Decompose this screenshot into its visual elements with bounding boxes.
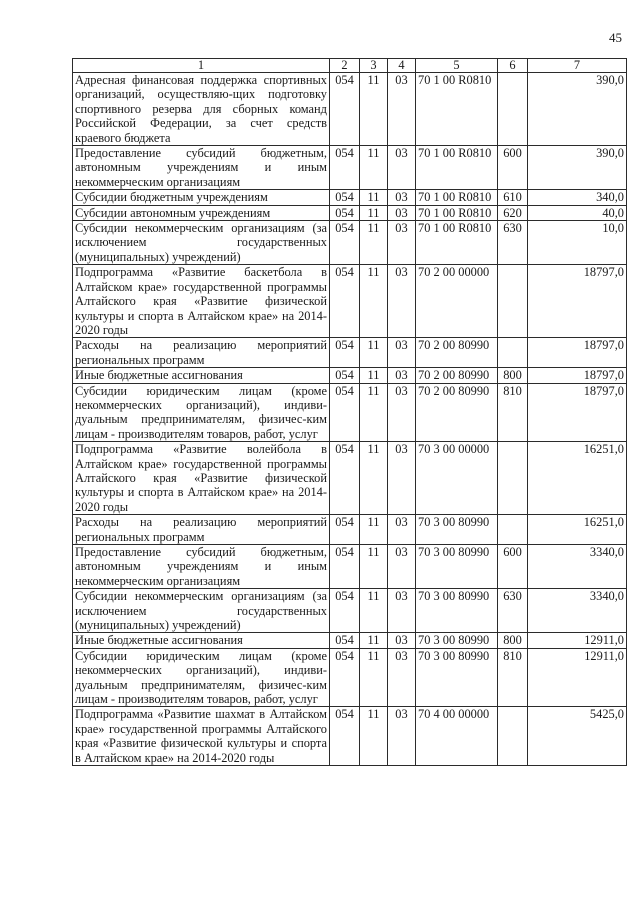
ministry-code-cell: 054 bbox=[330, 383, 360, 442]
table-row bbox=[73, 221, 627, 265]
ministry-code-cell: 054 bbox=[330, 648, 360, 707]
amount-cell: 18797,0 bbox=[528, 383, 627, 442]
subsection-code-cell: 03 bbox=[388, 338, 416, 368]
table-body bbox=[73, 59, 627, 766]
table-row bbox=[73, 707, 627, 766]
header-cell: 2 bbox=[330, 59, 360, 73]
amount-cell: 12911,0 bbox=[528, 633, 627, 648]
target-article-cell: 70 3 00 80990 bbox=[416, 545, 498, 589]
expense-type-cell bbox=[498, 707, 528, 766]
subsection-code-cell: 03 bbox=[388, 73, 416, 146]
row-name-cell: Иные бюджетные ассигнования bbox=[73, 368, 330, 383]
expense-type-cell bbox=[498, 265, 528, 338]
amount-cell: 340,0 bbox=[528, 190, 627, 205]
row-name-cell: Субсидии юридическим лицам (кроме некоммерческих организаций), индиви-дуальным предпринимателям, физичес-ким лицам - производителям товаров, работ, услуг bbox=[73, 383, 330, 442]
table-row bbox=[73, 442, 627, 515]
table-row bbox=[73, 265, 627, 338]
expense-type-cell: 630 bbox=[498, 221, 528, 265]
table-row bbox=[73, 648, 627, 707]
section-code-cell: 11 bbox=[360, 707, 388, 766]
amount-cell: 3340,0 bbox=[528, 589, 627, 633]
section-code-cell: 11 bbox=[360, 633, 388, 648]
row-name-cell: Расходы на реализацию мероприятий региональных программ bbox=[73, 515, 330, 545]
amount-cell: 390,0 bbox=[528, 146, 627, 190]
amount-cell: 40,0 bbox=[528, 205, 627, 220]
header-cell: 1 bbox=[73, 59, 330, 73]
target-article-cell: 70 1 00 R0810 bbox=[416, 146, 498, 190]
row-name-cell: Подпрограмма «Развитие волейбола в Алтайском крае» государственной программы Алтайского края «Развитие физической культуры и спорта в Алтайском крае» на 2014-2020 годы bbox=[73, 442, 330, 515]
header-row bbox=[73, 59, 627, 73]
table-row bbox=[73, 633, 627, 648]
budget-table bbox=[72, 58, 627, 766]
amount-cell: 18797,0 bbox=[528, 368, 627, 383]
subsection-code-cell: 03 bbox=[388, 442, 416, 515]
table-row bbox=[73, 73, 627, 146]
row-name-cell: Предоставление субсидий бюджетным, автономным учреждениям и иным некоммерческим организациям bbox=[73, 545, 330, 589]
expense-type-cell: 810 bbox=[498, 383, 528, 442]
amount-cell: 18797,0 bbox=[528, 265, 627, 338]
target-article-cell: 70 3 00 80990 bbox=[416, 648, 498, 707]
row-name-cell: Субсидии автономным учреждениям bbox=[73, 205, 330, 220]
table-row bbox=[73, 515, 627, 545]
subsection-code-cell: 03 bbox=[388, 589, 416, 633]
ministry-code-cell: 054 bbox=[330, 338, 360, 368]
section-code-cell: 11 bbox=[360, 205, 388, 220]
target-article-cell: 70 1 00 R0810 bbox=[416, 73, 498, 146]
section-code-cell: 11 bbox=[360, 190, 388, 205]
table-row bbox=[73, 545, 627, 589]
target-article-cell: 70 3 00 80990 bbox=[416, 633, 498, 648]
header-cell: 5 bbox=[416, 59, 498, 73]
row-name-cell: Адресная финансовая поддержка спортивных организаций, осуществляю-щих подготовку спортивного резерва для сборных команд Российской Федерации, за счет средств краевого бюджета bbox=[73, 73, 330, 146]
expense-type-cell: 600 bbox=[498, 545, 528, 589]
section-code-cell: 11 bbox=[360, 221, 388, 265]
expense-type-cell: 620 bbox=[498, 205, 528, 220]
row-name-cell: Субсидии бюджетным учреждениям bbox=[73, 190, 330, 205]
header-cell: 3 bbox=[360, 59, 388, 73]
expense-type-cell: 800 bbox=[498, 633, 528, 648]
amount-cell: 390,0 bbox=[528, 73, 627, 146]
expense-type-cell: 800 bbox=[498, 368, 528, 383]
ministry-code-cell: 054 bbox=[330, 265, 360, 338]
target-article-cell: 70 2 00 00000 bbox=[416, 265, 498, 338]
target-article-cell: 70 2 00 80990 bbox=[416, 338, 498, 368]
subsection-code-cell: 03 bbox=[388, 146, 416, 190]
subsection-code-cell: 03 bbox=[388, 221, 416, 265]
row-name-cell: Подпрограмма «Развитие баскетбола в Алтайском крае» государственной программы Алтайского края «Развитие физической культуры и спорта в Алтайском крае» на 2014-2020 годы bbox=[73, 265, 330, 338]
ministry-code-cell: 054 bbox=[330, 205, 360, 220]
header-cell: 7 bbox=[528, 59, 627, 73]
table-row bbox=[73, 146, 627, 190]
subsection-code-cell: 03 bbox=[388, 545, 416, 589]
expense-type-cell: 630 bbox=[498, 589, 528, 633]
ministry-code-cell: 054 bbox=[330, 633, 360, 648]
subsection-code-cell: 03 bbox=[388, 368, 416, 383]
target-article-cell: 70 4 00 00000 bbox=[416, 707, 498, 766]
row-name-cell: Субсидии некоммерческим организациям (за исключением государственных (муниципальных) учреждений) bbox=[73, 589, 330, 633]
section-code-cell: 11 bbox=[360, 648, 388, 707]
amount-cell: 3340,0 bbox=[528, 545, 627, 589]
amount-cell: 18797,0 bbox=[528, 338, 627, 368]
section-code-cell: 11 bbox=[360, 146, 388, 190]
row-name-cell: Подпрограмма «Развитие шахмат в Алтайском крае» государственной программы Алтайского края «Развитие физической культуры и спорта в Алтайском крае» на 2014-2020 годы bbox=[73, 707, 330, 766]
ministry-code-cell: 054 bbox=[330, 190, 360, 205]
target-article-cell: 70 1 00 R0810 bbox=[416, 221, 498, 265]
target-article-cell: 70 1 00 R0810 bbox=[416, 205, 498, 220]
expense-type-cell bbox=[498, 73, 528, 146]
section-code-cell: 11 bbox=[360, 442, 388, 515]
section-code-cell: 11 bbox=[360, 545, 388, 589]
table-row bbox=[73, 368, 627, 383]
ministry-code-cell: 054 bbox=[330, 707, 360, 766]
subsection-code-cell: 03 bbox=[388, 648, 416, 707]
expense-type-cell bbox=[498, 338, 528, 368]
row-name-cell: Расходы на реализацию мероприятий региональных программ bbox=[73, 338, 330, 368]
section-code-cell: 11 bbox=[360, 589, 388, 633]
subsection-code-cell: 03 bbox=[388, 383, 416, 442]
ministry-code-cell: 054 bbox=[330, 221, 360, 265]
row-name-cell: Иные бюджетные ассигнования bbox=[73, 633, 330, 648]
section-code-cell: 11 bbox=[360, 338, 388, 368]
target-article-cell: 70 3 00 00000 bbox=[416, 442, 498, 515]
expense-type-cell: 810 bbox=[498, 648, 528, 707]
header-cell: 4 bbox=[388, 59, 416, 73]
ministry-code-cell: 054 bbox=[330, 368, 360, 383]
row-name-cell: Предоставление субсидий бюджетным, автономным учреждениям и иным некоммерческим организациям bbox=[73, 146, 330, 190]
subsection-code-cell: 03 bbox=[388, 190, 416, 205]
target-article-cell: 70 2 00 80990 bbox=[416, 368, 498, 383]
table-row bbox=[73, 589, 627, 633]
ministry-code-cell: 054 bbox=[330, 515, 360, 545]
table-row bbox=[73, 190, 627, 205]
target-article-cell: 70 3 00 80990 bbox=[416, 589, 498, 633]
table-row bbox=[73, 205, 627, 220]
expense-type-cell bbox=[498, 515, 528, 545]
section-code-cell: 11 bbox=[360, 515, 388, 545]
subsection-code-cell: 03 bbox=[388, 265, 416, 338]
ministry-code-cell: 054 bbox=[330, 442, 360, 515]
ministry-code-cell: 054 bbox=[330, 146, 360, 190]
subsection-code-cell: 03 bbox=[388, 707, 416, 766]
header-cell: 6 bbox=[498, 59, 528, 73]
subsection-code-cell: 03 bbox=[388, 205, 416, 220]
table-row bbox=[73, 338, 627, 368]
section-code-cell: 11 bbox=[360, 73, 388, 146]
expense-type-cell bbox=[498, 442, 528, 515]
amount-cell: 12911,0 bbox=[528, 648, 627, 707]
row-name-cell: Субсидии юридическим лицам (кроме некоммерческих организаций), индиви-дуальным предпринимателям, физичес-ким лицам - производителям товаров, работ, услуг bbox=[73, 648, 330, 707]
subsection-code-cell: 03 bbox=[388, 633, 416, 648]
section-code-cell: 11 bbox=[360, 383, 388, 442]
table-row bbox=[73, 383, 627, 442]
row-name-cell: Субсидии некоммерческим организациям (за исключением государственных (муниципальных) учреждений) bbox=[73, 221, 330, 265]
ministry-code-cell: 054 bbox=[330, 545, 360, 589]
ministry-code-cell: 054 bbox=[330, 589, 360, 633]
target-article-cell: 70 3 00 80990 bbox=[416, 515, 498, 545]
target-article-cell: 70 2 00 80990 bbox=[416, 383, 498, 442]
section-code-cell: 11 bbox=[360, 368, 388, 383]
expense-type-cell: 610 bbox=[498, 190, 528, 205]
target-article-cell: 70 1 00 R0810 bbox=[416, 190, 498, 205]
amount-cell: 10,0 bbox=[528, 221, 627, 265]
page-number: 45 bbox=[609, 30, 622, 45]
amount-cell: 16251,0 bbox=[528, 515, 627, 545]
subsection-code-cell: 03 bbox=[388, 515, 416, 545]
expense-type-cell: 600 bbox=[498, 146, 528, 190]
ministry-code-cell: 054 bbox=[330, 73, 360, 146]
section-code-cell: 11 bbox=[360, 265, 388, 338]
amount-cell: 5425,0 bbox=[528, 707, 627, 766]
amount-cell: 16251,0 bbox=[528, 442, 627, 515]
